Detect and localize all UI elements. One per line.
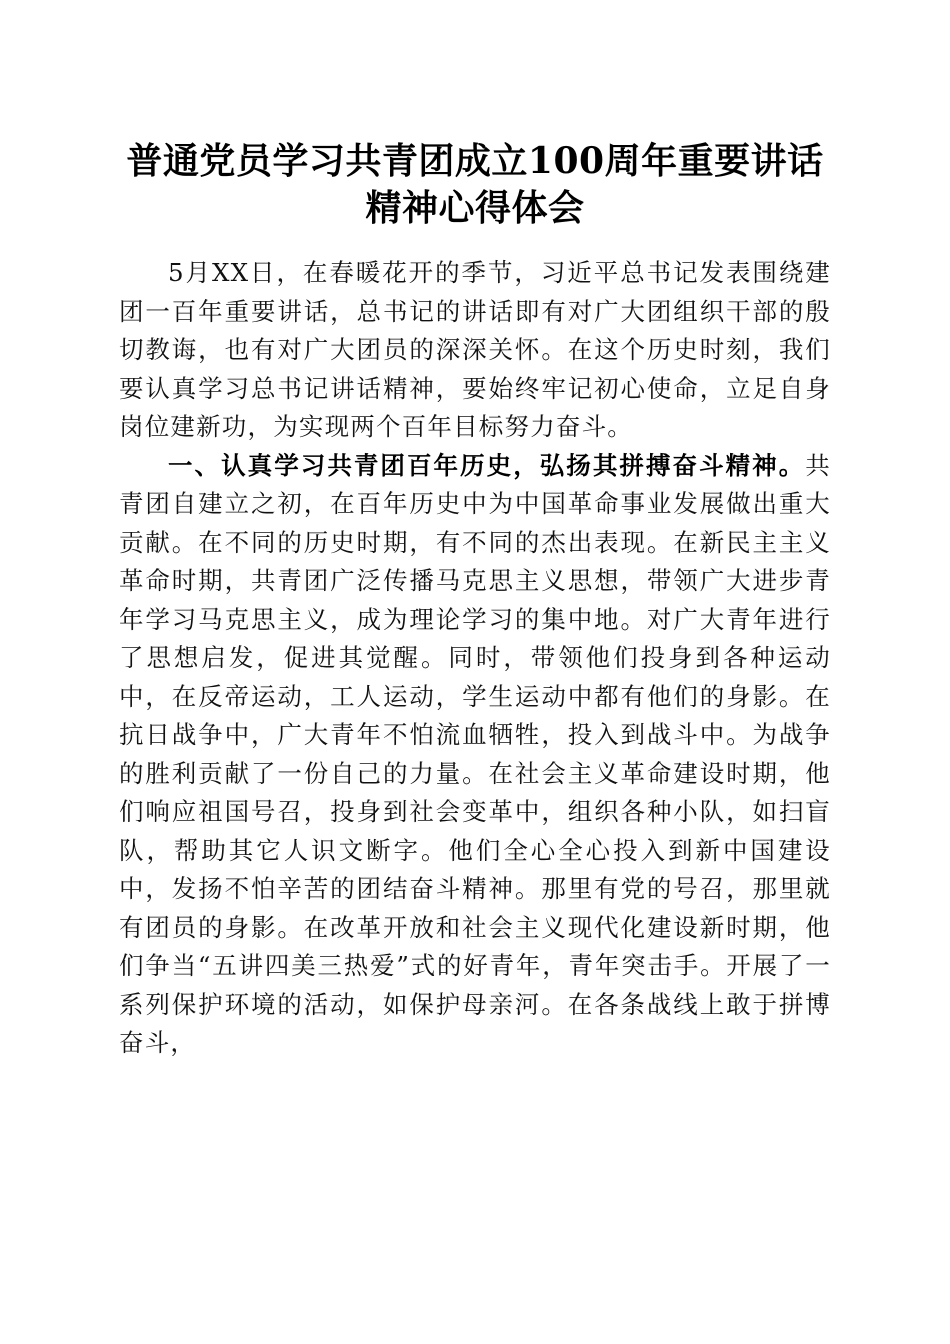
document-body <box>119 254 831 1063</box>
section-one-text: 共青团自建立之初，在百年历史中为中国革命事业发展做出重大贡献。在不同的历史时期，有不同的杰出表现。在新民主主义革命时期，共青团广泛传播马克思主义思想，带领广大进步青年学习马克思主义，成为理论学习的集中地。对广大青年进行了思想启发，促进其觉醒。同时，带领他们投身到各种运动中，在反帝运动，工人运动，学生运动中都有他们的身影。在抗日战争中，广大青年不怕流血牺牲，投入到战斗中。为战争的胜利贡献了一份自己的力量。在社会主义革命建设时期，他们响应祖国号召，投身到社会变革中，组织各种小队，如扫盲队，帮助其它人识文断字。他们全心全心投入到新中国建设中，发扬不怕辛苦的团结奋斗精神。那里有党的号召，那里就有团员的身影。在改革开放和社会主义现代化建设新时期，他们争当“五讲四美三热爱”式的好青年，青年突击手。开展了一系列保护环境的活动，如保护母亲河。在各条战线上敢于拼博奋斗， <box>119 450 831 1057</box>
paragraph-intro-text: 5月XX日，在春暖花开的季节，习近平总书记发表围绕建团一百年重要讲话，总书记的讲话即有对广大团组织干部的殷切教诲，也有对广大团员的深深关怀。在这个历史时刻，我们要认真学习总书记讲话精神，要始终牢记初心使命，立足自身岗位建新功，为实现两个百年目标努力奋斗。 <box>119 258 831 441</box>
paragraph-intro <box>119 254 831 447</box>
paragraph-section-one <box>119 447 831 1063</box>
section-one-heading: 一、认真学习共青团百年历史，弘扬其拼搏奋斗精神。 <box>168 450 806 480</box>
document-title: 普通党员学习共青团成立100周年重要讲话精神心得体会 <box>126 140 824 229</box>
